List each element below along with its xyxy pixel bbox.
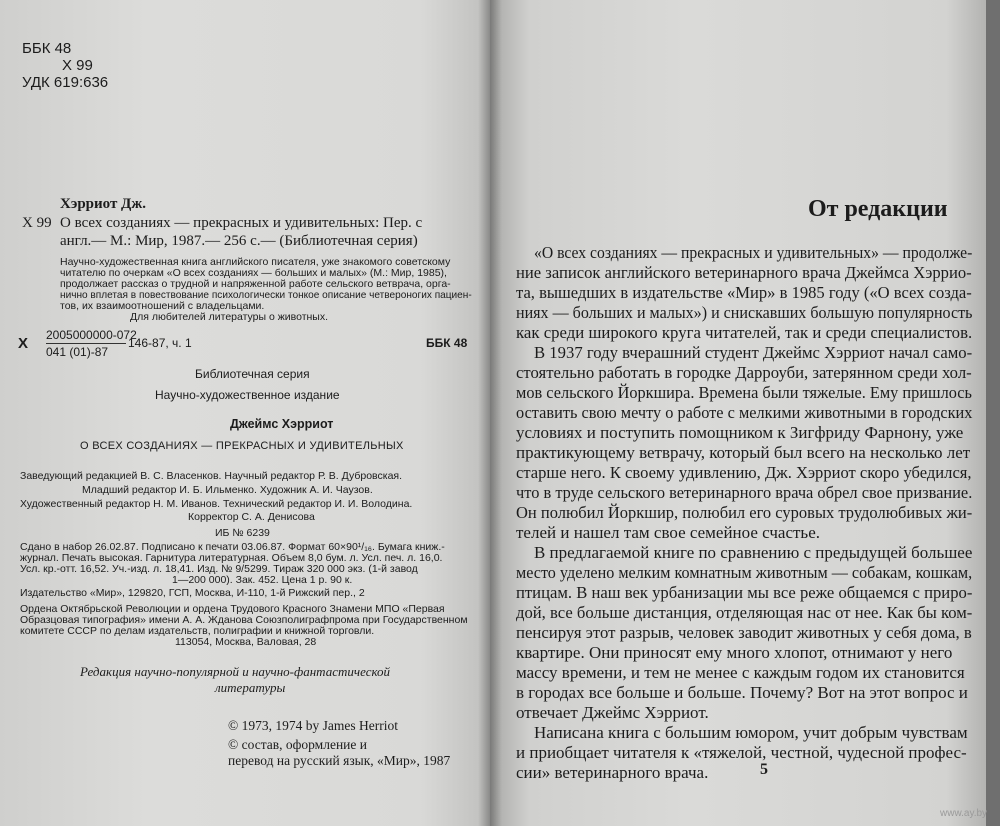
printer-info-line: Ордена Октябрьской Революции и ордена Трудового Красного Знамени МПО «Первая [20, 603, 445, 615]
copyright-translation-line: перевод на русский язык, «Мир», 1987 [228, 753, 451, 768]
annotation-line: читателю по очеркам «О всех созданиях — больших и малых» (М.: Мир, 1985), [60, 267, 447, 279]
annotation-line: нично вплетая в повествование психологически тонкое описание четвероногих пациен- [60, 289, 472, 301]
formula-numerator: 2005000000-072 [46, 328, 137, 342]
text-line: Написана книга с большим юмором, учит добрым чувствам [534, 723, 968, 742]
book-spine-shadow [478, 0, 502, 826]
annotation-line: тов, их взаимоотношений с владельцами. [60, 300, 265, 312]
copyright-translation-line: © состав, оформление и [228, 737, 367, 752]
text-line: та, вышедших в издательстве «Мир» в 1985 году («О всех созда- [516, 283, 972, 302]
udk-code: УДК 619:636 [22, 74, 109, 91]
formula-fraction-line [46, 343, 126, 344]
annotation-line: Научно-художественная книга английского писателя, уже знакомого советскому [60, 256, 451, 268]
series-name: Библиотечная серия [195, 367, 310, 381]
formula-bbk: ББК 48 [426, 336, 468, 350]
page-number: 5 [760, 761, 768, 778]
text-line: стоятельно работать в городке Дарроуби, затерянном среди хол- [516, 363, 972, 382]
text-line: телей и нашел там свое семейное счастье. [516, 523, 820, 542]
formula-suffix: 146-87, ч. 1 [128, 336, 192, 350]
credits-line: Заведующий редакцией В. С. Власенков. Научный редактор Р. В. Дубровская. [20, 470, 403, 482]
text-line: сии» ветеринарного врача. [516, 763, 709, 782]
credits-line: Корректор С. А. Денисова [188, 511, 315, 523]
bbk-code: ББК 48 [22, 40, 72, 57]
text-line: место уделено мелким комнатным животным — собакам, кошкам, [516, 563, 973, 582]
print-info-line: Сдано в набор 26.02.87. Подписано к печати 03.06.87. Формат 60×90¹/₁₆. Бумага книж.- [20, 541, 445, 553]
text-line: дой, все больше дистанция, отделяющая нас от нее. Как бы ком- [516, 603, 973, 622]
author-heading: Хэрриот Дж. [60, 196, 147, 212]
text-line: Он полюбил Йоркшир, полюбил его суровых трудолюбивых жи- [516, 503, 973, 522]
text-line: в городах все больше и больше. Почему? Вот на этот вопрос и [516, 683, 968, 702]
printer-info-line: Образцовая типография» имени А. А. Жданова Союзполиграфпрома при Государственном [20, 614, 468, 626]
text-line: квартире. Они приносят ему много хлопот, отнимают у него [516, 643, 953, 662]
author-name: Джеймс Хэрриот [230, 417, 334, 431]
text-line: массу времени, и тем не менее с каждым годом их становится [516, 663, 965, 682]
text-line: отвечает Джеймс Хэрриот. [516, 703, 709, 722]
text-line: ниях — больших и малых») и снискавших большую популярность [516, 303, 973, 322]
print-info-line: Усл. кр.-отт. 16,52. Уч.-изд. л. 18,41. Изд. № 9/5299. Тираж 320 000 экз. (1-й завод [20, 563, 418, 575]
catalog-index: Х 99 [22, 215, 52, 231]
ib-number: ИБ № 6239 [215, 527, 270, 539]
print-info-line: журнал. Печать высокая. Гарнитура литературная. Объем 8,0 бум. л. Усл. печ. л. 16,0. [20, 552, 443, 564]
printer-info-line: комитете СССР по делам издательств, полиграфии и книжной торговли. [20, 625, 375, 637]
formula-denominator: 041 (01)-87 [46, 345, 109, 359]
editorial-board-line: Редакция научно-популярной и научно-фантастической [80, 664, 391, 679]
editorial-board-line: литературы [215, 680, 286, 695]
text-line: старше него. К своему удивлению, Дж. Хэрриот скоро убедился, [516, 463, 972, 482]
edition-type: Научно-художественное издание [155, 388, 340, 402]
annotation-line: продолжает рассказ о трудной и напряженной работе сельского ветврача, орга- [60, 278, 451, 290]
text-line: ние записок английского ветеринарного врача Джеймса Хэррио- [516, 263, 972, 282]
text-line: В 1937 году вчерашний студент Джеймс Хэрриот начал само- [534, 343, 973, 362]
text-line: В предлагаемой книге по сравнению с предыдущей большее [534, 543, 973, 562]
book-title: О ВСЕХ СОЗДАНИЯХ — ПРЕКРАСНЫХ И УДИВИТЕЛЬНЫХ [80, 440, 404, 452]
section-heading: От редакции [808, 196, 948, 222]
copyright-original: © 1973, 1974 by James Herriot [228, 718, 398, 733]
annotation-line: Для любителей литературы о животных. [130, 311, 329, 323]
formula-x: Х [18, 335, 29, 352]
x-code: Х 99 [62, 57, 93, 74]
watermark: www.ay.by [940, 808, 988, 819]
print-info-line: 1—200 000). Зак. 452. Цена 1 р. 90 к. [172, 574, 353, 586]
publisher-address: Издательство «Мир», 129820, ГСП, Москва, И-110, 1-й Рижский пер., 2 [20, 587, 365, 599]
catalog-line-1: О всех созданиях — прекрасных и удивительных: Пер. с [60, 215, 423, 231]
text-line: и приобщает читателя к «тяжелой, честной, чудесной профес- [516, 743, 967, 762]
text-line: условиях и поступить помощником к Зигфриду Фарнону, уже [516, 423, 964, 442]
text-line: мов сельского Йоркшира. Времена были тяжелые. Ему пришлось [516, 383, 972, 402]
text-line: «О всех созданиях — прекрасных и удивительных» — продолже- [534, 243, 973, 262]
text-line: пенсируя этот разрыв, человек заводит животных у себя дома, в [516, 623, 972, 642]
text-line: что в труде сельского ветеринарного врача обрел свое призвание. [516, 483, 973, 502]
text-line: оставить свою мечту о работе с мелкими животными в городских [516, 403, 973, 422]
text-line: птицам. В наш век урбанизации мы все реже общаемся с приро- [516, 583, 973, 602]
left-page [0, 0, 495, 826]
credits-line: Младший редактор И. Б. Ильменко. Художник А. И. Чаузов. [82, 484, 373, 496]
text-line: как среди широкого круга читателей, так и среди специалистов. [516, 323, 973, 342]
credits-line: Художественный редактор Н. М. Иванов. Технический редактор И. И. Володина. [20, 498, 413, 510]
catalog-line-2: англ.— М.: Мир, 1987.— 256 с.— (Библиотечная серия) [60, 233, 418, 249]
text-line: практикующему ветврачу, который был всего на несколько лет [516, 443, 971, 462]
printer-info-line: 113054, Москва, Валовая, 28 [175, 636, 317, 648]
